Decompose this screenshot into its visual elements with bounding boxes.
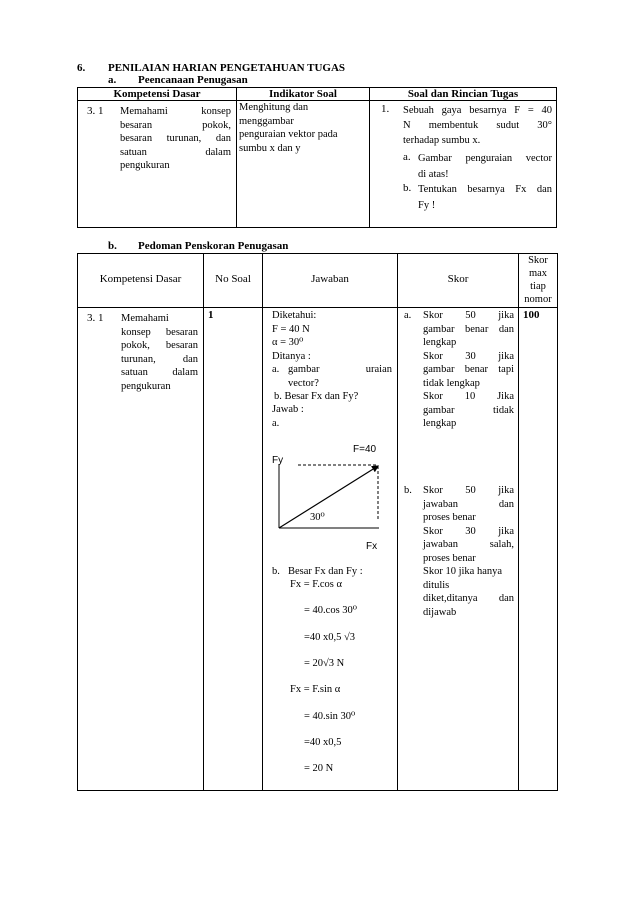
table1-kd-number: 3. 1 [87,105,104,117]
table2-kd-text: Memahami konsep besaran pokok, besaran turunan, dan satuan dalam pengukuran [121,313,198,392]
diagram-fx-label: Fx [366,541,378,552]
diagram-angle-label: 30⁰ [310,512,325,523]
subsection-b-letter: b. [108,240,117,252]
table2-skor-a-letter: a. [404,310,412,321]
diagram-f-label: F=40 [353,444,377,455]
fy-step-1: = 40.sin 30⁰ [304,711,356,722]
section-number: 6. [77,62,86,74]
table2-jawab-label: Jawab : [272,404,304,415]
table1-soal-b-text: Tentukan besarnya Fx dan Fy ! [418,184,552,211]
table2-jawaban-given: Diketahui: F = 40 N α = 30⁰ Ditanya : [272,310,317,362]
table2-header-skor: Skor [447,273,469,285]
table1-header-indikator: Indikator Soal [269,88,337,100]
table2-header-skor-max: Skor max tiap nomor [524,255,552,305]
fx-step-2: =40 x0,5 √3 [304,632,356,643]
table2-skor-a-text: Skor 50 jika gambar benar dan lengkap Skor 30 jika gambar benar tapi tidak lengkap Skor 10 Jika gambar tidak lengkap [423,310,514,429]
table2-kd-number: 3. 1 [87,312,104,324]
fx-result: = 20√3 N [304,658,345,669]
table2-header-no-soal: No Soal [215,273,251,285]
table1-soal-a-letter: a. [403,151,411,163]
section-title: PENILAIAN HARIAN PENGETAHUAN TUGAS [108,62,346,74]
table1-soal-a-text: Gambar penguraian vector di atas! [418,153,552,180]
table1-soal-number: 1. [381,103,390,115]
fy-step-2: =40 x0,5 [304,737,342,748]
subsection-b-title: Pedoman Penskoran Penugasan [138,240,289,252]
fy-formula: Fx = F.sin α [290,684,341,695]
table2-jawaban-b-title: Besar Fx dan Fy : [288,566,363,577]
table2-skor-b-letter: b. [404,485,412,496]
table2-jawaban-q-a-text: gambar uraian vector? [288,364,392,389]
table1-soal-text: Sebuah gaya besarnya F = 40 N membentuk sudut 30° terhadap sumbu x. [403,105,552,146]
table2-jawaban-q-b: b. Besar Fx dan Fy? [274,391,359,402]
table2-skor-max-value: 100 [523,309,540,321]
subsection-a-letter: a. [108,74,117,86]
fx-step-1: = 40.cos 30⁰ [304,605,358,616]
fx-formula: Fx = F.cos α [290,579,343,590]
table1-header-soal: Soal dan Rincian Tugas [407,88,519,100]
table1-soal-b-letter: b. [403,182,412,194]
table2-jawaban-q-a-letter: a. [272,364,280,375]
table1-kd-text: Memahami konsep besaran pokok, besaran turunan, dan satuan dalam pengukuran [120,106,231,171]
table2-header-kd: Kompetensi Dasar [99,273,182,285]
table1-indikator-text: Menghitung dan menggambar penguraian vektor pada sumbu x dan y [239,102,338,154]
table2-header-jawaban: Jawaban [311,273,349,285]
table1-header-kd: Kompetensi Dasar [113,88,201,100]
table2-jawaban-b-letter: b. [272,566,280,577]
table2-no-soal-value: 1 [208,309,214,321]
subsection-a-title: Peencanaan Penugasan [138,74,248,86]
fy-result: = 20 N [304,763,334,774]
table2-skor-b-text: Skor 50 jika jawaban dan proses benar Skor 30 jika jawaban salah, proses benar Skor 10 jika hanya ditulis diket,ditanya dan dijawab [423,485,514,618]
table2-jawab-a: a. [272,418,280,429]
diagram-fy-label: Fy [272,455,284,466]
force-vector-arrow [279,466,378,528]
